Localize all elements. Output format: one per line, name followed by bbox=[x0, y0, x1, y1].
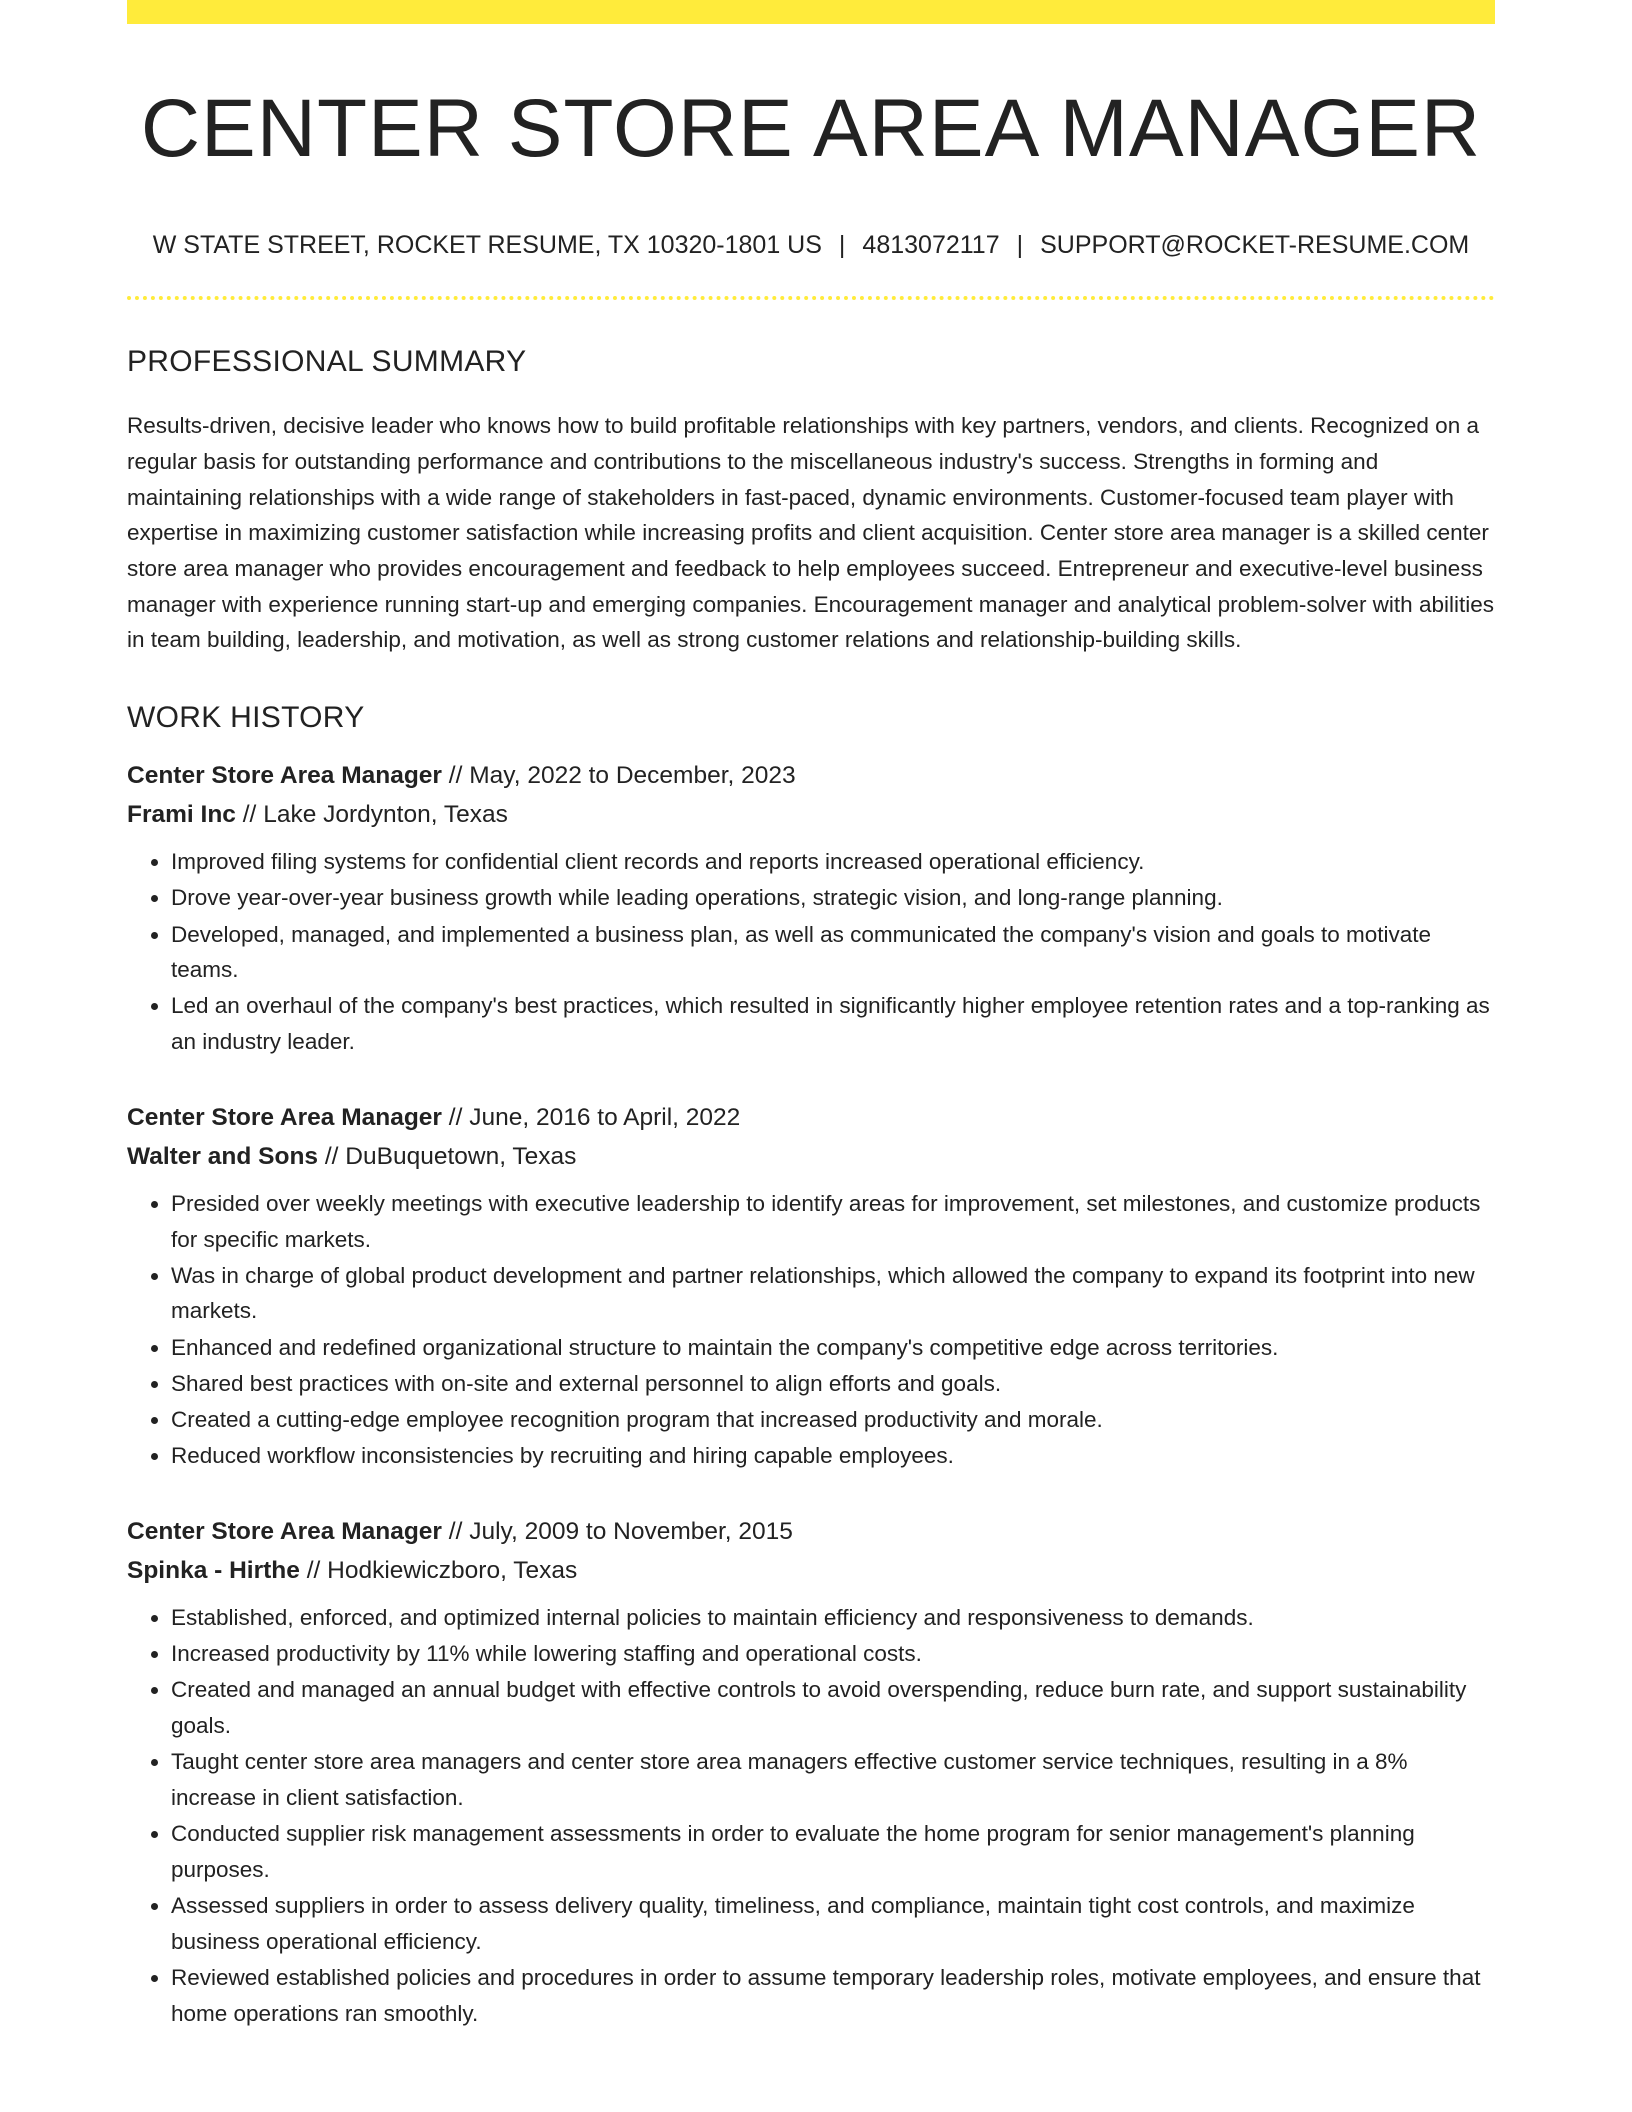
job-separator: // bbox=[306, 1556, 321, 1584]
summary-text: Results-driven, decisive leader who knows how to build profitable relationships with key partners, vendors, and clients. Recognized on a regular basis for outstanding performance and contributions to the miscellaneous industry's success. Strengths in forming and maintaining relationships with a wide range of stakeholders in fast-paced, dynamic environments. Customer-focused team player with expertise in maximizing customer satisfaction while increasing profits and client acquisition. Center store area manager is a skilled center store area manager who provides encouragement and feedback to help employees succeed. Entrepreneur and executive-level business manager with experience running start-up and emerging companies. Encouragement manager and analytical problem-solver with abilities in team building, leadership, and motivation, as well as strong customer relations and relationship-building skills. bbox=[127, 413, 1494, 653]
job-entry bbox=[127, 1098, 1495, 1474]
job-dates: June, 2016 to April, 2022 bbox=[469, 1103, 741, 1131]
job-bullets bbox=[127, 844, 1495, 1060]
job-dates: May, 2022 to December, 2023 bbox=[469, 762, 796, 790]
job-bullet: • Created and managed an annual budget with effective controls to avoid overspending, reduce burn rate, and support sustainability goals. bbox=[171, 1672, 1495, 1743]
job-company-line bbox=[127, 795, 1495, 834]
job-separator: // bbox=[448, 1103, 463, 1131]
job-entry bbox=[127, 1512, 1495, 2031]
job-company: Frami Inc bbox=[127, 801, 236, 829]
job-separator: // bbox=[324, 1142, 339, 1170]
job-separator: // bbox=[448, 1517, 463, 1545]
job-bullet: • Presided over weekly meetings with executive leadership to identify areas for improvement, set milestones, and customize products for specific markets. bbox=[171, 1186, 1495, 1257]
job-title-line bbox=[127, 756, 1495, 795]
job-bullet: • Taught center store area managers and center store area managers effective customer service techniques, resulting in a 8% increase in client satisfaction. bbox=[171, 1744, 1495, 1815]
job-bullet: • Increased productivity by 11% while lowering staffing and operational costs. bbox=[171, 1636, 1495, 1672]
job-bullet: • Improved filing systems for confidential client records and reports increased operational efficiency. bbox=[171, 844, 1495, 880]
job-role: Center Store Area Manager bbox=[127, 1517, 442, 1545]
job-location: Hodkiewiczboro, Texas bbox=[327, 1556, 578, 1584]
job-bullet: • Developed, managed, and implemented a business plan, as well as communicated the company's vision and goals to motivate teams. bbox=[171, 917, 1495, 988]
job-entry bbox=[127, 756, 1495, 1060]
job-location: DuBuquetown, Texas bbox=[345, 1142, 577, 1170]
accent-top-bar bbox=[127, 0, 1495, 24]
job-bullet: • Reduced workflow inconsistencies by recruiting and hiring capable employees. bbox=[171, 1438, 1495, 1474]
summary-heading: PROFESSIONAL SUMMARY bbox=[127, 345, 527, 379]
job-bullet: • Was in charge of global product development and partner relationships, which allowed the company to expand its footprint into new markets. bbox=[171, 1258, 1495, 1329]
job-company-line bbox=[127, 1551, 1495, 1590]
job-bullet: • Established, enforced, and optimized internal policies to maintain efficiency and responsiveness to demands. bbox=[171, 1600, 1495, 1636]
job-company-line bbox=[127, 1137, 1495, 1176]
job-separator: // bbox=[242, 801, 257, 829]
job-bullet: • Led an overhaul of the company's best practices, which resulted in significantly higher employee retention rates and a top-ranking as an industry leader. bbox=[171, 988, 1495, 1059]
job-separator: // bbox=[448, 762, 463, 790]
job-bullet: • Assessed suppliers in order to assess delivery quality, timeliness, and compliance, maintain tight cost controls, and maximize business operational efficiency. bbox=[171, 1888, 1495, 1959]
job-bullet: • Shared best practices with on-site and external personnel to align efforts and goals. bbox=[171, 1366, 1495, 1402]
contact-line bbox=[127, 230, 1495, 260]
contact-address: W STATE STREET, ROCKET RESUME, TX 10320-1801 US bbox=[152, 231, 822, 260]
job-bullet: • Drove year-over-year business growth while leading operations, strategic vision, and long-range planning. bbox=[171, 880, 1495, 916]
job-role: Center Store Area Manager bbox=[127, 1103, 442, 1131]
work-history-heading: WORK HISTORY bbox=[127, 701, 365, 735]
job-bullet: • Enhanced and redefined organizational structure to maintain the company's competitive edge across territories. bbox=[171, 1330, 1495, 1366]
job-role: Center Store Area Manager bbox=[127, 762, 442, 790]
job-bullet: • Created a cutting-edge employee recognition program that increased productivity and morale. bbox=[171, 1402, 1495, 1438]
job-bullet: • Reviewed established policies and procedures in order to assume temporary leadership roles, motivate employees, and ensure that home operations ran smoothly. bbox=[171, 1960, 1495, 2031]
job-bullet: • Conducted supplier risk management assessments in order to evaluate the home program for senior management's planning purposes. bbox=[171, 1816, 1495, 1887]
job-company: Spinka - Hirthe bbox=[127, 1556, 300, 1584]
job-bullets bbox=[127, 1186, 1495, 1474]
job-bullets bbox=[127, 1600, 1495, 2031]
header-divider bbox=[127, 296, 1495, 300]
job-title-line bbox=[127, 1512, 1495, 1551]
contact-separator: | bbox=[838, 231, 846, 260]
contact-phone: 4813072117 bbox=[862, 231, 1000, 260]
contact-email: SUPPORT@ROCKET-RESUME.COM bbox=[1040, 231, 1470, 260]
job-dates: July, 2009 to November, 2015 bbox=[469, 1517, 793, 1545]
job-title-line bbox=[127, 1098, 1495, 1137]
resume-name: CENTER STORE AREA MANAGER bbox=[140, 83, 1482, 174]
job-company: Walter and Sons bbox=[127, 1142, 319, 1170]
resume-page bbox=[127, 0, 1495, 2032]
contact-separator: | bbox=[1016, 231, 1024, 260]
job-location: Lake Jordynton, Texas bbox=[263, 801, 508, 829]
